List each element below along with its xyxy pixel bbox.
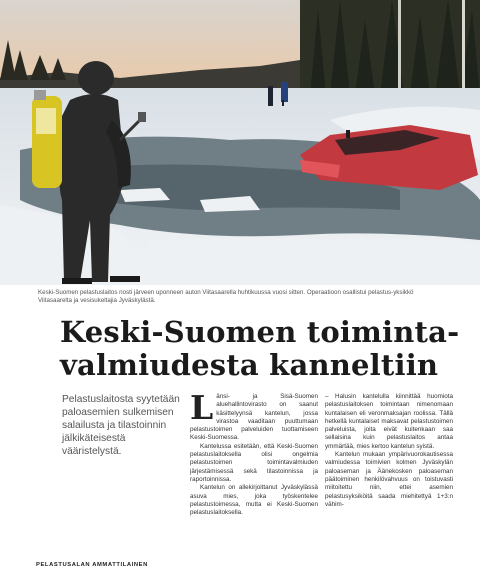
frozen-lake-scene [0,0,480,285]
headline-line-1: Keski-Suomen toiminta- [60,315,460,349]
magazine-footer: PELASTUSALAN AMMATTILAINEN [36,562,148,568]
article-headline [60,316,460,382]
article-lead: Pelastuslaitosta syytetään paloasemien sulkemisen salailusta ja tilastoinnin jälkikäteisestä vääristelystä. [62,394,180,457]
headline-line-2: valmiudesta kanneltiin [60,348,439,382]
body-paragraph: Länsi- ja Sisä-Suomen aluehallintovirasto on saanut käsittelyynsä kantelun, jossa virastoa vaaditaan puuttumaan pelastustoimen palveluiden tuottamiseen Keski-Suomessa. [190,388,318,442]
body-paragraph: – Halusin kantelulla kiinnittää huomiota pelastuslaitoksen toimintaan nimenomaan kuntalaisen eli veronmaksajan roolissa. Tällä hetkellä kuntalaiset maksavat pelastustoimen palveluista, joita eivät kuitenkaan saa sellaisina kuin pelastuslaitos antaa ymmärtää, mies kertoo kantelun syistä. [325,393,453,450]
body-paragraph: Kantelun mukaan ympärivuorokautisessa valmiudessa toimivien kolmen Jyväskylän paloaseman ja Äänekosken paloaseman päätoiminen henkilövahvuus on toistuvasti miitoitettu niin, ettei asemien pelastusyksiköitä saada miehitettyä 1+3:n vähim- [325,451,453,508]
body-column-1 [190,388,318,517]
photo-caption: Keski-Suomen pelastuslaitos nosti järveen uponneen auton Viitasaarella huhtikuussa vuosi sitten. Operaatioon osallistui pelastus-yksikkö Viitasaarelta ja vesisukeltajia Jyväskylästä. [38,289,414,305]
drop-cap: L [190,388,214,427]
cover-photo [0,0,480,285]
body-column-2 [325,393,453,509]
body-paragraph: Kantelun on allekirjoittanut Jyväskylässä asuva mies, joka työskentelee pelastustoimessa, mutta ei Keski-Suomen pelastuslaitoksella. [190,484,318,517]
body-paragraph: Kantelussa esitetään, että Keski-Suomen pelastuslaitoksella olisi ongelmia pelastustoimen toimintavalmiuden järjestämisessä sekä tilastoinnissa ja raportoinnissa. [190,442,318,483]
